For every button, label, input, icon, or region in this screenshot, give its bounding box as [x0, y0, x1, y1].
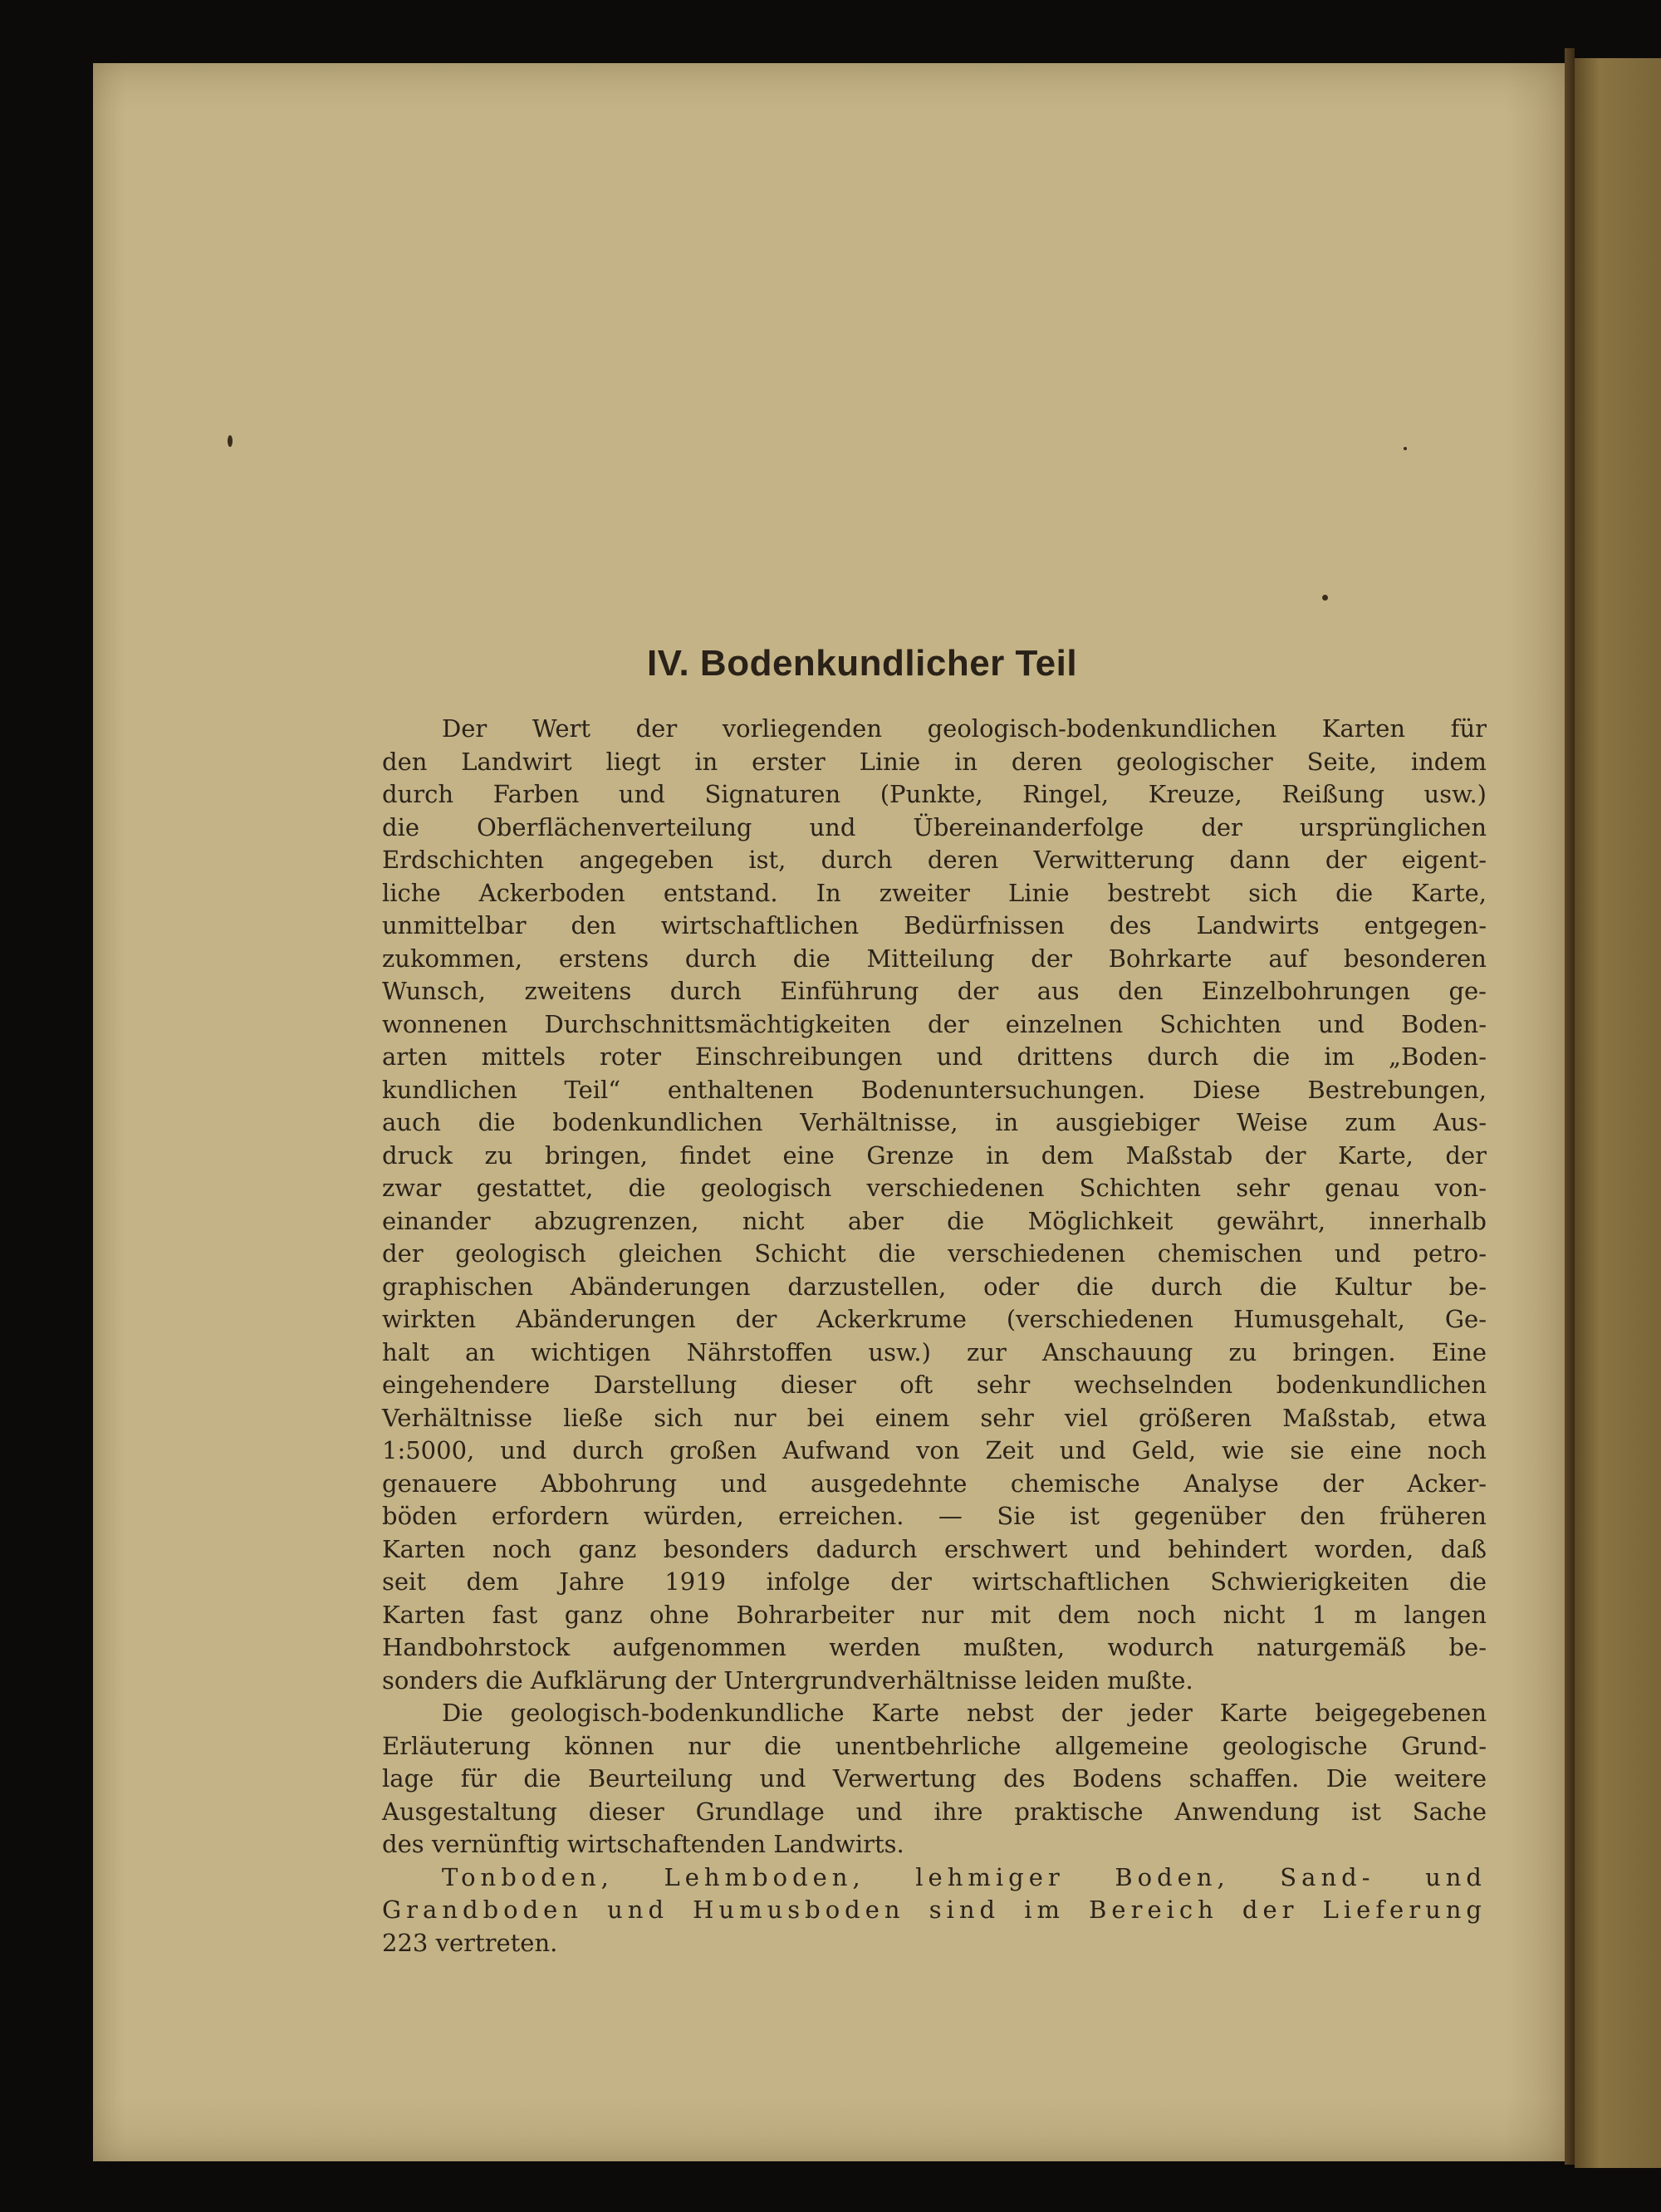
text-line: Die geologisch-bodenkundliche Karte nebst der jeder Karte beigegebenen — [442, 1699, 1487, 1727]
text-line: eingehendere Darstellung dieser oft sehr wechselnden bodenkundlichen — [382, 1371, 1487, 1399]
text-line: seit dem Jahre 1919 infolge der wirtschaftlichen Schwierigkeiten die — [382, 1567, 1487, 1596]
text-line: zwar gestattet, die geologisch verschiedenen Schichten sehr genau von- — [382, 1174, 1487, 1202]
text-line: 223 vertreten. — [382, 1928, 558, 1957]
body-text — [382, 713, 1487, 1959]
text-line: Karten noch ganz besonders dadurch erschwert und behindert worden, daß — [382, 1534, 1487, 1563]
text-line: wirkten Abänderungen der Ackerkrume (verschiedenen Humusgehalt, Ge- — [382, 1305, 1487, 1333]
text-line: Der Wert der vorliegenden geologisch-bodenkundlichen Karten für — [442, 714, 1487, 743]
text-line: Erläuterung können nur die unentbehrliche allgemeine geologische Grund- — [382, 1731, 1487, 1760]
text-line: 1:5000, und durch großen Aufwand von Zeit und Geld, wie sie eine noch — [382, 1436, 1487, 1464]
text-line: liche Ackerboden entstand. In zweiter Linie bestrebt sich die Karte, — [382, 878, 1487, 907]
text-line: unmittelbar den wirtschaftlichen Bedürfnissen des Landwirts entgegen- — [382, 911, 1487, 939]
text-line: kundlichen Teil“ enthaltenen Bodenuntersuchungen. Diese Bestrebungen, — [382, 1075, 1487, 1104]
text-line: wonnenen Durchschnittsmächtigkeiten der einzelnen Schichten und Boden- — [382, 1009, 1487, 1038]
paper-speck — [228, 435, 233, 447]
text-line: zukommen, erstens durch die Mitteilung der Bohrkarte auf besonderen — [382, 944, 1487, 973]
text-line: durch Farben und Signaturen (Punkte, Ringel, Kreuze, Reißung usw.) — [382, 780, 1487, 808]
text-line: Wunsch, zweitens durch Einführung der aus den Einzelbohrungen ge- — [382, 977, 1487, 1005]
text-line: böden erfordern würden, erreichen. — Sie ist gegenüber den früheren — [382, 1502, 1487, 1530]
text-line: Erdschichten angegeben ist, durch deren Verwitterung dann der eigent- — [382, 846, 1487, 874]
text-line: genauere Abbohrung und ausgedehnte chemische Analyse der Acker- — [382, 1469, 1487, 1498]
text-line: die Oberflächenverteilung und Übereinanderfolge der ursprünglichen — [382, 812, 1487, 841]
text-line: arten mittels roter Einschreibungen und drittens durch die im „Boden- — [382, 1042, 1487, 1071]
text-line: sonders die Aufklärung der Untergrundverhältnisse leiden mußte. — [382, 1665, 1193, 1695]
text-line: Handbohrstock aufgenommen werden mußten, wodurch naturgemäß be- — [382, 1633, 1487, 1661]
text-line: den Landwirt liegt in erster Linie in deren geologischer Seite, indem — [382, 747, 1487, 776]
text-line: Karten fast ganz ohne Bohrarbeiter nur mit dem noch nicht 1 m langen — [382, 1600, 1487, 1629]
page-edge-shadow — [1565, 48, 1575, 2165]
text-line: graphischen Abänderungen darzustellen, oder die durch die Kultur be- — [382, 1272, 1487, 1301]
text-line: Ausgestaltung dieser Grundlage und ihre praktische Anwendung ist Sache — [382, 1797, 1487, 1826]
paper-speck — [1404, 447, 1407, 450]
text-line: einander abzugrenzen, nicht aber die Möglichkeit gewährt, innerhalb — [382, 1206, 1487, 1235]
text-line: Verhältnisse ließe sich nur bei einem sehr viel größeren Maßstab, etwa — [382, 1403, 1487, 1432]
text-line: auch die bodenkundlichen Verhältnisse, in ausgiebiger Weise zum Aus- — [382, 1108, 1487, 1136]
paper-speck — [1322, 595, 1328, 601]
text-line: der geologisch gleichen Schicht die verschiedenen chemischen und petro- — [382, 1239, 1487, 1268]
text-line: des vernünftig wirtschaftenden Landwirts. — [382, 1830, 904, 1858]
text-line: lage für die Beurteilung und Verwertung des Bodens schaffen. Die weitere — [382, 1764, 1487, 1793]
text-line: halt an wichtigen Nährstoffen usw.) zur Anschauung zu bringen. Eine — [382, 1337, 1487, 1366]
adjacent-page-strip — [1575, 58, 1661, 2168]
text-line: Grandboden und Humusboden sind im Bereich der Lieferung — [382, 1896, 1487, 1924]
text-line: druck zu bringen, findet eine Grenze in dem Maßstab der Karte, der — [382, 1140, 1487, 1170]
text-line: Tonboden, Lehmboden, lehmiger Boden, Sand- und — [442, 1862, 1487, 1891]
book-page — [93, 63, 1565, 2161]
page-heading: IV. Bodenkundlicher Teil — [646, 643, 1078, 684]
